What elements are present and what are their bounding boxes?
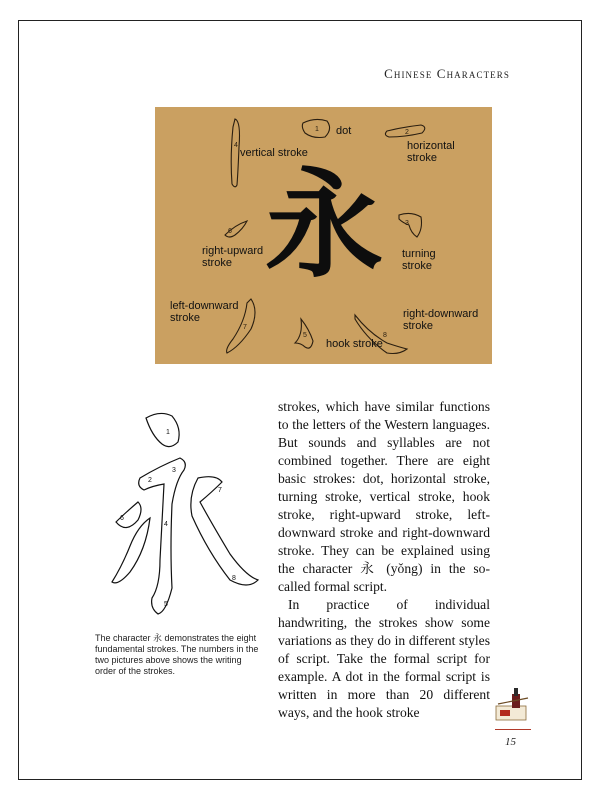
- svg-text:6: 6: [228, 228, 232, 235]
- outline-dot: [146, 413, 179, 446]
- svg-text:3: 3: [405, 220, 409, 227]
- svg-text:2: 2: [148, 477, 152, 484]
- svg-text:3: 3: [172, 467, 176, 474]
- big-yong-character: 永: [265, 156, 384, 294]
- svg-text:4: 4: [234, 142, 238, 149]
- svg-text:2: 2: [405, 129, 409, 136]
- turning-stroke-shape: [399, 213, 422, 237]
- svg-text:5: 5: [303, 332, 307, 339]
- body-paragraph-2: In practice of individual handwriting, the strokes show some variations as they do in different styles of script. Take the formal script for example. A dot in the formal script is written in more than 20 different ways, and the hook stroke: [278, 597, 490, 720]
- svg-text:8: 8: [383, 332, 387, 339]
- svg-text:8: 8: [232, 575, 236, 582]
- figure-caption: The character 永 demonstrates the eight fundamental strokes. The numbers in the two pictures above shows the writing order of the strokes.: [95, 633, 259, 676]
- label-dot: dot: [336, 125, 352, 137]
- svg-text:1: 1: [315, 126, 319, 133]
- label-hook-stroke: hook stroke: [326, 338, 383, 350]
- svg-text:5: 5: [164, 601, 168, 608]
- body-text: [278, 398, 490, 722]
- label-horizontal-stroke: horizontal stroke: [407, 140, 455, 164]
- vertical-stroke-shape: [231, 119, 239, 187]
- svg-text:4: 4: [164, 521, 168, 528]
- svg-text:1: 1: [166, 429, 170, 436]
- ink-brush-ornament-icon: [492, 684, 534, 726]
- label-turning-stroke: turning stroke: [402, 248, 436, 272]
- outline-right-strokes: [191, 477, 258, 585]
- body-paragraph-1: strokes, which have similar functions to the letters of the Western languages. But sounds and syllables are not combined together. There are eight basic strokes: dot, horizontal stroke, turning stroke, vertical stroke, hook stroke, right-upward stroke, left-downward stroke and right-downward stroke. They can be explained using the character 永 (yǒng) in the so-called formal script.: [278, 399, 490, 594]
- page-number: 15: [505, 736, 516, 748]
- outline-main-stroke: [139, 458, 186, 614]
- label-left-downward-stroke: left-downward stroke: [170, 300, 239, 324]
- outline-character-diagram: [80, 400, 270, 630]
- svg-text:7: 7: [243, 324, 247, 331]
- svg-text:6: 6: [120, 515, 124, 522]
- svg-text:7: 7: [218, 487, 222, 494]
- page-rule: [495, 729, 531, 730]
- label-right-upward-stroke: right-upward stroke: [202, 245, 264, 269]
- label-vertical-stroke: vertical stroke: [240, 147, 308, 159]
- running-header: Chinese Characters: [384, 66, 510, 81]
- outline-left-downward: [112, 518, 150, 583]
- label-right-downward-stroke: right-downward stroke: [403, 308, 479, 332]
